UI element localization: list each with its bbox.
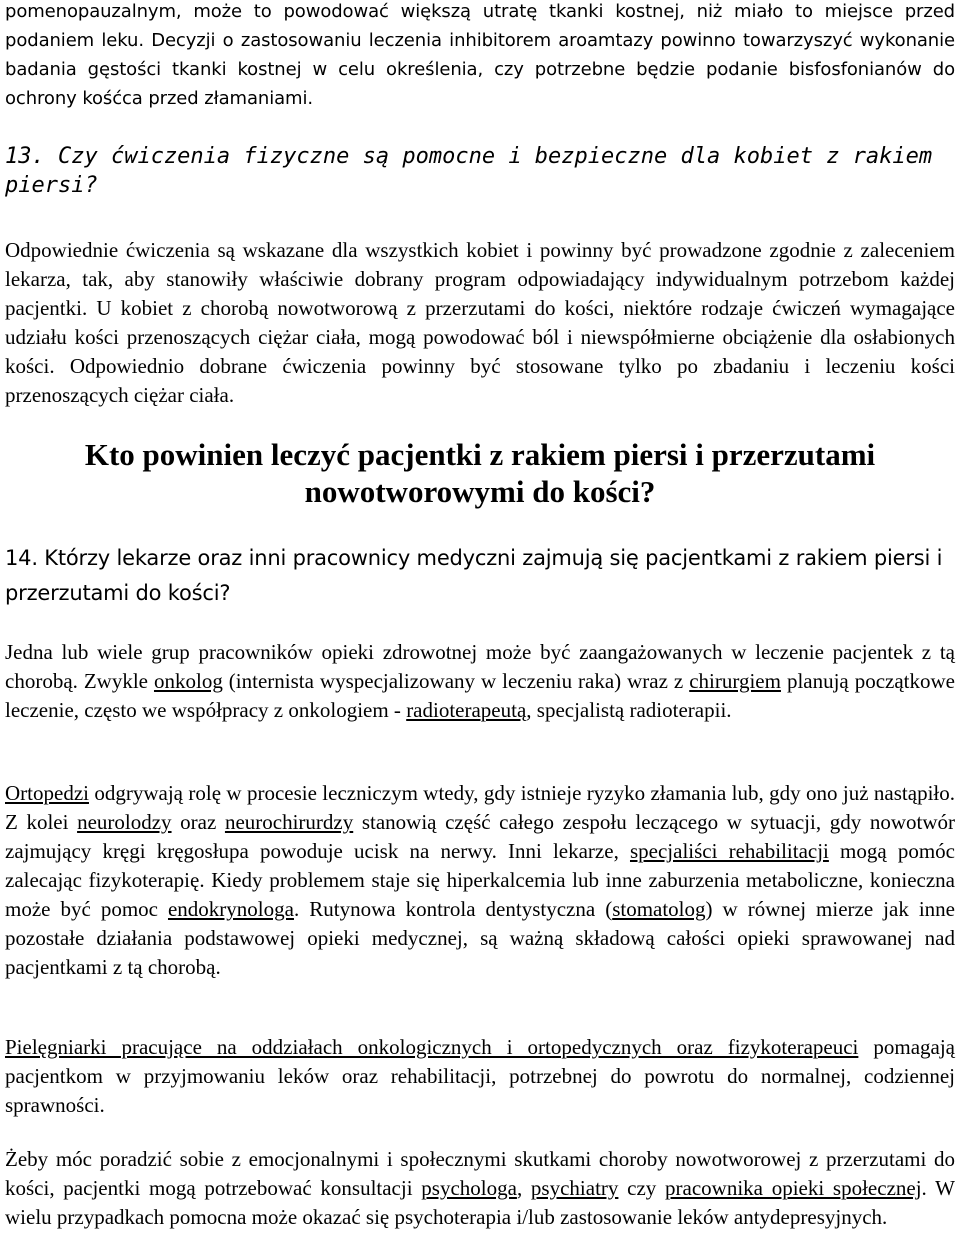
link-social-worker[interactable]: pracownika opieki społecznej <box>665 1176 922 1200</box>
link-oncologist[interactable]: onkolog <box>153 669 223 693</box>
text-span: oraz <box>171 810 225 834</box>
text-span: , <box>516 1176 531 1200</box>
text-span: ) w równej mierze jak inne pozostałe działania podstawowej opieki medycznej, są ważną składową całości opieki sprawowanej nad pacjentkami z tą chorobą. <box>5 897 955 979</box>
question-13-heading: 13. Czy ćwiczenia fizyczne są pomocne i bezpieczne dla kobiet z rakiem piersi? <box>5 144 933 198</box>
text-span: . Rutynowa kontrola dentystyczna ( <box>293 897 613 921</box>
intro-paragraph: pomenopauzalnym, może to powodować większą utratę tkanki kostnej, niż miało to miejsce przed podaniem leku. Decyzji o zastosowaniu leczenia inhibitorem aroamtazy powinno towarzyszyć wykonanie badania gęstości tkanki kostnej w celu określenia, czy potrzebne będzie podanie bisfosfonianów do ochrony kośćca przed złamaniami. <box>5 1 955 109</box>
text-span: czy <box>618 1176 666 1200</box>
text-span: . W wielu przypadkach pomocna może okazać się psychoterapia i/lub zastosowanie leków antydepresyjnych. <box>5 1176 955 1229</box>
question-13-answer: Odpowiednie ćwiczenia są wskazane dla wszystkich kobiet i powinny być prowadzone zgodnie z zaleceniem lekarza, tak, aby stanowiły właściwie dobrany program odpowiadający indywidualnym potrzebom każdej pacjentki. U kobiet z chorobą nowotworową z przerzutami do kości, niektóre rodzaje ćwiczeń wymagające udziału kości przenoszących ciężar ciała, mogą powodować ból i niewspółmierne obciążenie dla osłabionych kości. Odpowiednio dobrane ćwiczenia powinny być stosowane tylko po zbadaniu i leczeniu kości przenoszących ciężar ciała. <box>5 238 955 407</box>
link-psychiatrist[interactable]: psychiatry <box>530 1176 619 1200</box>
text-span: (internista wyspecjalizowany w leczeniu raka) wraz z <box>222 669 690 693</box>
link-radiotherapist[interactable]: radioterapeutą <box>406 698 527 722</box>
link-dentist[interactable]: stomatolog <box>612 897 706 921</box>
question-14-heading: 14. Którzy lekarze oraz inni pracownicy medyczni zajmują się pacjentkami z rakiem piersi i przerzutami do kości? <box>5 546 943 605</box>
link-endocrinologist[interactable]: endokrynologa <box>167 897 294 921</box>
link-surgeon[interactable]: chirurgiem <box>689 669 781 693</box>
question-14-paragraph-1 <box>5 638 955 725</box>
link-psychologist[interactable]: psychologa <box>421 1176 517 1200</box>
question-14-paragraph-2 <box>5 779 955 982</box>
question-14-paragraph-4 <box>5 1145 955 1232</box>
text-span: mogą pomóc zalecając fizykoterapię. Kiedy problemem staje się hiperkalcemia lub inne zaburzenia metaboliczne, konieczna może być pomoc <box>5 839 956 921</box>
text-span: odgrywają rolę w procesie leczniczym wtedy, gdy istnieje ryzyko złamania lub, gdy ono już nastąpiło. Z kolei <box>5 781 955 834</box>
link-nurses[interactable]: Pielęgniarki pracujące na oddziałach onkologicznych i ortopedycznych oraz fizykoterapeuci <box>5 1035 859 1059</box>
section-heading: Kto powinien leczyć pacjentki z rakiem piersi i przerzutami nowotworowymi do kości? <box>84 437 876 509</box>
text-span: pomagają pacjentkom w przyjmowaniu leków oraz rehabilitacji, potrzebnej do powrotu do normalnej, codziennej sprawności. <box>5 1035 955 1117</box>
link-rehabilitation-specialists[interactable]: specjaliści rehabilitacji <box>629 839 829 863</box>
text-span: Żeby móc poradzić sobie z emocjonalnymi i społecznymi skutkami choroby nowotworowej z przerzutami do kości, pacjentki mogą potrzebować konsultacji <box>5 1147 955 1200</box>
text-span: stanowią część całego zespołu leczącego w sytuacji, gdy nowotwór zajmujący kręgi kręgosłupa powoduje ucisk na nerwy. Inni lekarze, <box>5 810 956 863</box>
link-neurologists[interactable]: neurolodzy <box>77 810 172 834</box>
link-orthopedists[interactable]: Ortopedzi <box>5 781 89 805</box>
text-span: , specjalistą radioterapii. <box>526 698 732 722</box>
link-neurosurgeons[interactable]: neurochirurdzy <box>224 810 354 834</box>
text-span: planują początkowe leczenie, często we współpracy z onkologiem - <box>5 669 955 722</box>
question-14-paragraph-3 <box>5 1033 955 1120</box>
text-span: Jedna lub wiele grup pracowników opieki zdrowotnej może być zaangażowanych w leczenie pacjentek z tą chorobą. Zwykle <box>5 640 955 693</box>
